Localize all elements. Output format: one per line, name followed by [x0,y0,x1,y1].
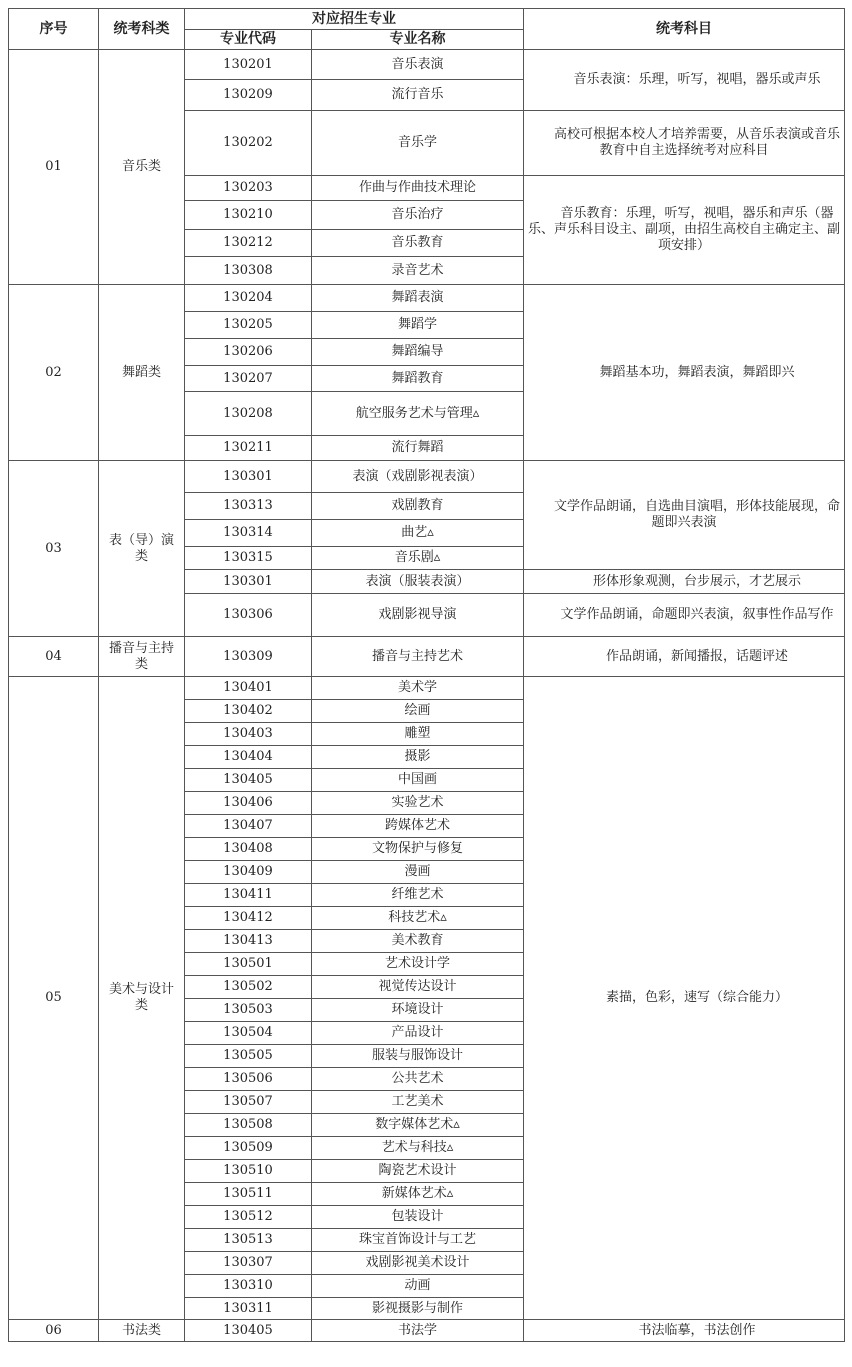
major-name: 陶瓷艺术设计 [312,1160,524,1183]
major-code: 130406 [185,792,312,815]
group-category: 美术与设计类 [99,677,185,1320]
major-name: 作曲与作曲技术理论 [312,176,524,201]
header-name: 专业名称 [312,29,524,50]
major-code: 130412 [185,907,312,930]
group-seq: 04 [9,637,99,677]
exam-subjects-text: 文学作品朗诵，自选曲目演唱，形体技能展现，命题即兴表演 [554,499,841,530]
table-row [9,637,845,677]
major-name: 航空服务艺术与管理▵ [312,392,524,436]
table-row [9,285,845,312]
major-name: 漫画 [312,861,524,884]
major-code: 130209 [185,80,312,111]
group-category: 音乐类 [99,50,185,285]
major-code: 130402 [185,700,312,723]
major-code: 130201 [185,50,312,80]
major-code: 130503 [185,999,312,1022]
exam-subjects-text: 音乐表演：乐理，听写，视唱，器乐或声乐 [573,72,821,87]
major-name: 美术教育 [312,930,524,953]
exam-subjects-text: 作品朗诵，新闻播报，话题评述 [605,648,788,664]
major-code: 130501 [185,953,312,976]
major-name: 流行舞蹈 [312,436,524,461]
group-category: 舞蹈类 [99,285,185,461]
major-name: 美术学 [312,677,524,700]
header-category: 统考科类 [99,9,185,50]
major-name: 视觉传达设计 [312,976,524,999]
major-code: 130207 [185,366,312,392]
major-code: 130210 [185,201,312,230]
exam-subjects [524,677,845,1320]
major-name: 实验艺术 [312,792,524,815]
exam-subjects-text: 形体形象观测，台步展示，才艺展示 [592,573,801,589]
major-code: 130301 [185,570,312,594]
major-code: 130314 [185,520,312,547]
major-name: 音乐剧▵ [312,547,524,570]
major-code: 130404 [185,746,312,769]
major-code: 130405 [185,1320,312,1342]
table-row [9,461,845,493]
major-name: 新媒体艺术▵ [312,1183,524,1206]
major-name: 中国画 [312,769,524,792]
major-code: 130306 [185,594,312,637]
major-name: 公共艺术 [312,1068,524,1091]
major-code: 130313 [185,493,312,520]
major-name: 纤维艺术 [312,884,524,907]
exam-subjects [524,1320,845,1342]
enrollment-subjects-table [8,8,845,1342]
major-name: 录音艺术 [312,257,524,285]
major-code: 130408 [185,838,312,861]
major-code: 130212 [185,230,312,257]
major-name: 科技艺术▵ [312,907,524,930]
major-code: 130513 [185,1229,312,1252]
major-name: 戏剧教育 [312,493,524,520]
exam-subjects-text: 高校可根据本校人才培养需要，从音乐表演或音乐教育中自主选择统考对应科目 [554,127,841,158]
exam-subjects [524,637,845,677]
major-name: 舞蹈编导 [312,339,524,366]
major-code: 130211 [185,436,312,461]
table-row [9,50,845,80]
header-code: 专业代码 [185,29,312,50]
major-name: 书法学 [312,1320,524,1342]
major-name: 戏剧影视导演 [312,594,524,637]
major-name: 流行音乐 [312,80,524,111]
major-code: 130205 [185,312,312,339]
major-code: 130511 [185,1183,312,1206]
exam-subjects-text: 音乐教育：乐理，听写，视唱，器乐和声乐（器乐、声乐科目设主、副项，由招生高校自主确定主、副项安排） [528,206,841,253]
major-name: 音乐教育 [312,230,524,257]
major-name: 绘画 [312,700,524,723]
major-code: 130506 [185,1068,312,1091]
major-code: 130315 [185,547,312,570]
major-name: 雕塑 [312,723,524,746]
exam-subjects-text: 素描，色彩，速写（综合能力） [605,990,788,1005]
major-code: 130308 [185,257,312,285]
major-code: 130507 [185,1091,312,1114]
major-code: 130409 [185,861,312,884]
major-name: 音乐表演 [312,50,524,80]
major-name: 环境设计 [312,999,524,1022]
major-name: 戏剧影视美术设计 [312,1252,524,1275]
major-name: 表演（服装表演） [312,570,524,594]
major-code: 130401 [185,677,312,700]
major-code: 130413 [185,930,312,953]
group-category: 播音与主持类 [99,637,185,677]
header-subjects: 统考科目 [524,9,845,50]
major-name: 曲艺▵ [312,520,524,547]
table-row [9,1320,845,1342]
major-name: 数字媒体艺术▵ [312,1114,524,1137]
major-code: 130203 [185,176,312,201]
major-code: 130509 [185,1137,312,1160]
group-category: 表（导）演类 [99,461,185,637]
exam-subjects [524,176,845,285]
exam-subjects [524,111,845,176]
major-code: 130204 [185,285,312,312]
exam-subjects-text: 舞蹈基本功，舞蹈表演，舞蹈即兴 [599,364,795,380]
header-majors-group: 对应招生专业 [185,9,524,30]
group-seq: 01 [9,50,99,285]
major-name: 音乐治疗 [312,201,524,230]
exam-subjects-text: 文学作品朗诵，命题即兴表演，叙事性作品写作 [560,607,834,622]
major-name: 舞蹈教育 [312,366,524,392]
major-code: 130309 [185,637,312,677]
exam-subjects [524,570,845,594]
exam-subjects-text: 书法临摹，书法创作 [638,1322,756,1338]
major-code: 130403 [185,723,312,746]
major-name: 动画 [312,1275,524,1298]
major-name: 包装设计 [312,1206,524,1229]
major-name: 艺术与科技▵ [312,1137,524,1160]
major-name: 播音与主持艺术 [312,637,524,677]
group-seq: 05 [9,677,99,1320]
major-name: 艺术设计学 [312,953,524,976]
major-name: 舞蹈表演 [312,285,524,312]
exam-subjects [524,285,845,461]
major-code: 130407 [185,815,312,838]
major-code: 130504 [185,1022,312,1045]
major-name: 服装与服饰设计 [312,1045,524,1068]
group-seq: 02 [9,285,99,461]
major-code: 130208 [185,392,312,436]
major-name: 产品设计 [312,1022,524,1045]
major-code: 130301 [185,461,312,493]
group-category: 书法类 [99,1320,185,1342]
table-body [9,50,845,1342]
exam-subjects [524,594,845,637]
header-seq: 序号 [9,9,99,50]
major-code: 130311 [185,1298,312,1320]
major-name: 舞蹈学 [312,312,524,339]
major-name: 表演（戏剧影视表演） [312,461,524,493]
major-code: 130411 [185,884,312,907]
major-code: 130502 [185,976,312,999]
exam-subjects [524,50,845,111]
major-name: 音乐学 [312,111,524,176]
major-name: 珠宝首饰设计与工艺 [312,1229,524,1252]
major-code: 130512 [185,1206,312,1229]
major-code: 130508 [185,1114,312,1137]
major-code: 130505 [185,1045,312,1068]
major-name: 工艺美术 [312,1091,524,1114]
group-seq: 06 [9,1320,99,1342]
major-name: 影视摄影与制作 [312,1298,524,1320]
major-name: 摄影 [312,746,524,769]
major-name: 跨媒体艺术 [312,815,524,838]
major-code: 130206 [185,339,312,366]
exam-subjects [524,461,845,570]
major-code: 130307 [185,1252,312,1275]
major-code: 130202 [185,111,312,176]
major-code: 130310 [185,1275,312,1298]
major-code: 130510 [185,1160,312,1183]
group-seq: 03 [9,461,99,637]
major-code: 130405 [185,769,312,792]
major-name: 文物保护与修复 [312,838,524,861]
table-row [9,677,845,700]
